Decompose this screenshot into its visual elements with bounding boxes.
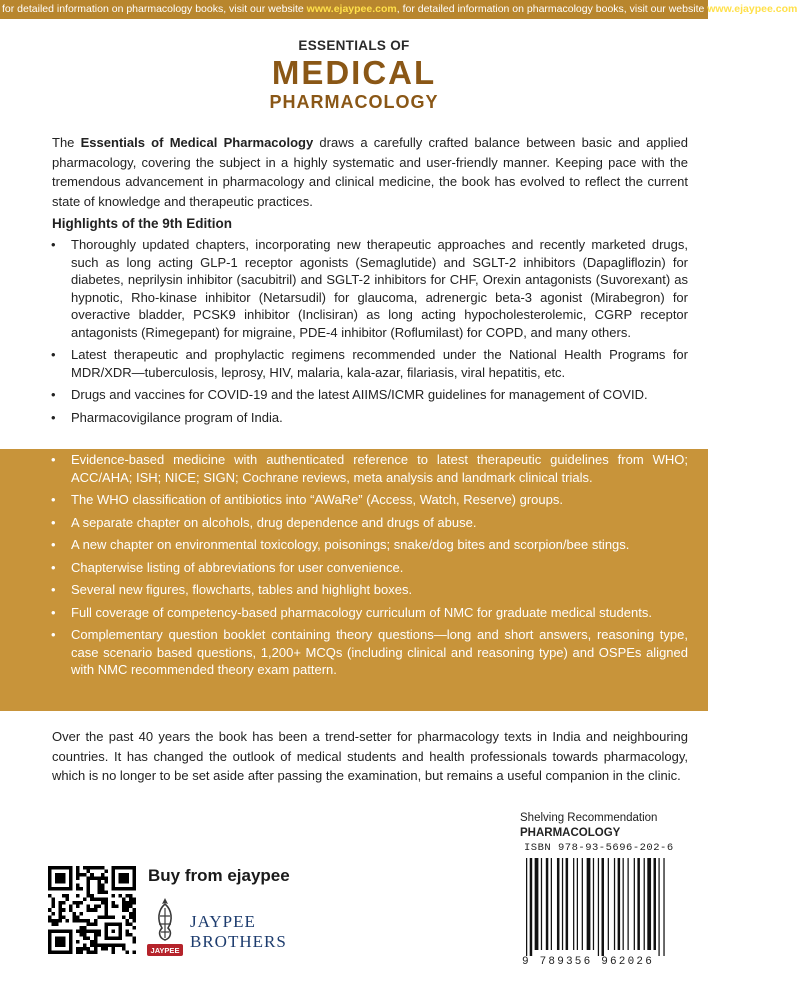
barcode-bar bbox=[658, 858, 659, 956]
highlight-text: Latest therapeutic and prophylactic regimens recommended under the National Health Programs for MDR/XDR—tuberculosis, leprosy, HIV, malaria, kala-azar, filariasis, viral hepatitis, etc. bbox=[71, 347, 688, 380]
highlight-item bbox=[0, 386, 708, 404]
qr-module bbox=[125, 894, 129, 898]
qr-module bbox=[97, 891, 101, 895]
highlight-text: Complementary question booklet containing theory questions—long and short answers, reasoning type, case scenario based questions, 1,200+ MCQs (including clinical and reasoning type) and OSPEs aligned with NMC recommended theory exam pattern. bbox=[71, 627, 688, 677]
barcode-bar bbox=[647, 858, 651, 950]
qr-module bbox=[125, 919, 129, 923]
qr-module bbox=[94, 866, 98, 870]
barcode-bar bbox=[618, 858, 621, 950]
highlight-item bbox=[0, 559, 708, 577]
qr-module bbox=[111, 947, 115, 951]
qr-module bbox=[104, 877, 108, 881]
bullet-icon: • bbox=[51, 514, 56, 530]
qr-module bbox=[122, 898, 126, 902]
qr-module bbox=[111, 901, 115, 905]
highlight-item bbox=[0, 346, 708, 381]
qr-module bbox=[83, 919, 87, 923]
bullet-icon: • bbox=[51, 582, 56, 597]
highlight-item bbox=[0, 236, 708, 341]
qr-module bbox=[76, 905, 80, 909]
logo-tag-text: JAYPEE bbox=[150, 946, 180, 955]
qr-module bbox=[111, 943, 115, 947]
highlight-text: Thoroughly updated chapters, incorporating new therapeutic approaches and recently marketed drugs, such as long acting GLP-1 receptor agonists (Semaglutide) and SGLT-2 inhibitors (Dapagliflozin) for diabetes, neprilysin inhibitor (sacubitril) and SGLT-2 inhibitors for CHF, Orexin antagonists (Suvorexant) as hypnotic, Rho-kinase inhibitor (Netarsudil) for glaucoma, adrenergic beta-3 agonist (Mirabegron) for overactive bladder, PCSK9 inhibitor (Inclisiran) as long acting hypocholesterolemic, CGRP receptor antagonists (Rimegepant) for migraine, PDE-4 inhibitor (Roflumilast) for COPD, and many others. bbox=[71, 237, 688, 340]
highlights-list-upper bbox=[0, 236, 708, 431]
qr-module bbox=[90, 873, 94, 877]
qr-module bbox=[80, 926, 84, 930]
qr-module bbox=[87, 891, 91, 895]
barcode-bar bbox=[614, 858, 615, 950]
qr-module bbox=[101, 898, 105, 902]
qr-module bbox=[76, 894, 80, 898]
barcode-bar bbox=[541, 858, 542, 950]
qr-module bbox=[55, 873, 66, 884]
qr-module bbox=[55, 919, 59, 923]
highlight-item bbox=[0, 451, 708, 486]
barcode-bar bbox=[582, 858, 583, 950]
barcode-bar bbox=[562, 858, 563, 950]
qr-module bbox=[125, 905, 129, 909]
qr-module bbox=[90, 943, 94, 947]
title-line-2: MEDICAL bbox=[271, 54, 437, 91]
qr-module bbox=[104, 901, 108, 905]
qr-module bbox=[76, 873, 80, 877]
qr-module bbox=[101, 901, 105, 905]
qr-module bbox=[55, 922, 59, 926]
qr-module bbox=[94, 908, 98, 912]
qr-module bbox=[101, 887, 105, 891]
qr-module bbox=[90, 877, 94, 881]
qr-module bbox=[90, 908, 94, 912]
qr-module bbox=[48, 894, 52, 898]
qr-module bbox=[132, 926, 136, 930]
highlights-heading: Highlights of the 9th Edition bbox=[52, 216, 232, 231]
qr-module bbox=[87, 866, 91, 870]
qr-module bbox=[83, 933, 87, 937]
title-line-3: PHARMACOLOGY bbox=[269, 92, 439, 112]
qr-module bbox=[94, 898, 98, 902]
bullet-icon: • bbox=[51, 347, 56, 362]
qr-module bbox=[94, 905, 98, 909]
qr-module bbox=[52, 922, 56, 926]
qr-module bbox=[129, 901, 133, 905]
qr-module bbox=[108, 943, 112, 947]
qr-module bbox=[80, 901, 84, 905]
highlight-item bbox=[0, 409, 708, 427]
qr-module bbox=[62, 894, 66, 898]
qr-module bbox=[87, 947, 91, 951]
barcode-bar bbox=[644, 858, 645, 950]
qr-module bbox=[59, 905, 63, 909]
qr-module bbox=[132, 915, 136, 919]
shelving-label: Shelving Recommendation bbox=[520, 812, 658, 824]
banner-text: , for detailed information on pharmacology books, visit our website bbox=[396, 3, 708, 15]
qr-module bbox=[80, 887, 84, 891]
bullet-icon: • bbox=[51, 604, 56, 620]
qr-module bbox=[118, 873, 129, 884]
qr-module bbox=[87, 919, 91, 923]
barcode-bar bbox=[530, 858, 533, 956]
qr-module bbox=[94, 940, 98, 944]
qr-module bbox=[83, 943, 87, 947]
qr-module bbox=[101, 873, 105, 877]
intro-paragraph bbox=[52, 133, 688, 211]
barcode-bar bbox=[634, 858, 635, 950]
qr-module bbox=[80, 929, 84, 933]
barcode-digits: 9 789356 962026 bbox=[522, 956, 655, 968]
qr-module bbox=[59, 912, 63, 916]
qr-module bbox=[115, 905, 119, 909]
intro-book-name: Essentials of Medical Pharmacology bbox=[80, 135, 314, 150]
qr-module bbox=[87, 884, 91, 888]
qr-module bbox=[97, 877, 101, 881]
qr-module bbox=[62, 901, 66, 905]
qr-module bbox=[62, 915, 66, 919]
qr-module bbox=[73, 912, 77, 916]
qr-module bbox=[59, 919, 63, 923]
barcode-bar bbox=[577, 858, 578, 950]
qr-module bbox=[87, 929, 91, 933]
qr-module bbox=[97, 905, 101, 909]
qr-module bbox=[80, 919, 84, 923]
barcode-bar bbox=[608, 858, 609, 950]
bullet-icon: • bbox=[51, 559, 56, 575]
qr-module bbox=[101, 947, 105, 951]
qr-module bbox=[73, 919, 77, 923]
qr-module bbox=[59, 915, 63, 919]
qr-module bbox=[87, 877, 91, 881]
barcode-bar bbox=[573, 858, 574, 950]
qr-module bbox=[48, 915, 52, 919]
qr-module bbox=[118, 894, 122, 898]
website-link[interactable]: www.ejaypee.com bbox=[707, 3, 797, 15]
qr-module bbox=[76, 866, 80, 870]
qr-module bbox=[69, 908, 73, 912]
qr-module bbox=[132, 908, 136, 912]
highlight-text: Drugs and vaccines for COVID-19 and the latest AIIMS/ICMR guidelines for management of COVID. bbox=[71, 387, 648, 402]
qr-module bbox=[97, 887, 101, 891]
publisher-line-2: BROTHERS bbox=[190, 932, 287, 951]
qr-module bbox=[104, 915, 108, 919]
barcode-bar bbox=[623, 858, 624, 950]
qr-module bbox=[132, 901, 136, 905]
qr-module bbox=[104, 880, 108, 884]
qr-module bbox=[52, 919, 56, 923]
intro-before: The bbox=[52, 135, 81, 150]
qr-module bbox=[83, 929, 87, 933]
highlight-item bbox=[0, 536, 708, 554]
qr-module bbox=[59, 908, 63, 912]
qr-module bbox=[73, 901, 77, 905]
barcode-bar bbox=[602, 858, 605, 956]
qr-module bbox=[83, 898, 87, 902]
publisher-line-1: JAYPEE bbox=[190, 912, 256, 931]
qr-module bbox=[66, 898, 70, 902]
qr-module bbox=[87, 908, 91, 912]
qr-module bbox=[48, 908, 52, 912]
qr-module bbox=[87, 870, 91, 874]
qr-module bbox=[87, 894, 91, 898]
qr-module bbox=[76, 947, 80, 951]
barcode-bar bbox=[587, 858, 591, 950]
publisher-logo-icon bbox=[146, 894, 184, 958]
bullet-icon: • bbox=[51, 537, 56, 552]
qr-module bbox=[94, 936, 98, 940]
qr-module bbox=[66, 919, 70, 923]
qr-module bbox=[122, 947, 126, 951]
isbn-text: ISBN 978-93-5696-202-6 bbox=[524, 842, 674, 854]
qr-module bbox=[129, 922, 133, 926]
qr-module bbox=[94, 933, 98, 937]
qr-module bbox=[97, 943, 101, 947]
qr-module bbox=[104, 947, 108, 951]
barcode-bar bbox=[535, 858, 539, 950]
qr-module bbox=[132, 919, 136, 923]
bullet-icon: • bbox=[51, 452, 56, 467]
qr-module bbox=[125, 908, 129, 912]
shelving-category: PHARMACOLOGY bbox=[520, 827, 621, 839]
qr-module bbox=[83, 947, 87, 951]
qr-module bbox=[73, 915, 77, 919]
qr-module bbox=[62, 908, 66, 912]
highlight-text: A new chapter on environmental toxicology, poisonings; snake/dog bites and scorpion/bee stings. bbox=[71, 537, 630, 552]
banner-text: for detailed information on pharmacology books, visit our website bbox=[2, 3, 307, 15]
qr-module bbox=[80, 873, 84, 877]
bullet-icon: • bbox=[51, 387, 56, 402]
qr-module bbox=[132, 940, 136, 944]
barcode-bar bbox=[566, 858, 569, 950]
highlight-item bbox=[0, 626, 708, 679]
qr-module bbox=[87, 887, 91, 891]
qr-module bbox=[122, 908, 126, 912]
qr-module bbox=[111, 929, 115, 933]
qr-module bbox=[80, 947, 84, 951]
qr-module bbox=[111, 894, 115, 898]
qr-module bbox=[104, 912, 108, 916]
bullet-icon: • bbox=[51, 492, 56, 507]
qr-module bbox=[87, 936, 91, 940]
qr-module bbox=[101, 877, 105, 881]
qr-module bbox=[132, 898, 136, 902]
qr-module bbox=[101, 866, 105, 870]
highlight-text: The WHO classification of antibiotics into “AWaRe” (Access, Watch, Reserve) groups. bbox=[71, 492, 563, 507]
qr-module bbox=[83, 926, 87, 930]
qr-module bbox=[129, 898, 133, 902]
top-banner bbox=[0, 0, 797, 19]
highlight-item bbox=[0, 604, 708, 622]
qr-module bbox=[97, 898, 101, 902]
qr-module bbox=[132, 950, 136, 954]
website-link[interactable]: www.ejaypee.com bbox=[306, 3, 397, 15]
qr-module bbox=[52, 905, 56, 909]
barcode-bar bbox=[546, 858, 549, 950]
qr-module bbox=[125, 950, 129, 954]
qr-module bbox=[97, 866, 101, 870]
barcode-bar bbox=[557, 858, 560, 950]
highlight-text: Several new figures, flowcharts, tables and highlight boxes. bbox=[71, 582, 413, 597]
bullet-icon: • bbox=[51, 627, 56, 642]
qr-module bbox=[90, 922, 94, 926]
qr-module bbox=[94, 943, 98, 947]
qr-module bbox=[129, 912, 133, 916]
qr-module bbox=[97, 884, 101, 888]
qr-module bbox=[76, 901, 80, 905]
qr-module bbox=[83, 936, 87, 940]
qr-module bbox=[104, 943, 108, 947]
highlight-item bbox=[0, 491, 708, 509]
qr-module bbox=[90, 898, 94, 902]
highlight-item bbox=[0, 514, 708, 532]
qr-module bbox=[129, 915, 133, 919]
qr-module bbox=[90, 929, 94, 933]
qr-module bbox=[94, 919, 98, 923]
highlights-list-lower bbox=[0, 451, 708, 684]
qr-module bbox=[132, 936, 136, 940]
qr-module bbox=[66, 894, 70, 898]
isbn-barcode-area bbox=[520, 842, 700, 986]
highlight-text: Full coverage of competency-based pharmacology curriculum of NMC for graduate medical students. bbox=[71, 604, 652, 620]
qr-module bbox=[87, 922, 91, 926]
barcode-bar bbox=[663, 858, 664, 956]
qr-module bbox=[104, 905, 108, 909]
qr-module bbox=[97, 880, 101, 884]
qr-module bbox=[76, 929, 80, 933]
qr-module bbox=[76, 915, 80, 919]
qr-module bbox=[118, 943, 122, 947]
qr-module bbox=[104, 908, 108, 912]
qr-module bbox=[104, 898, 108, 902]
qr-module bbox=[97, 929, 101, 933]
qr-module bbox=[125, 922, 129, 926]
qr-module bbox=[87, 905, 91, 909]
title-line-1: ESSENTIALS OF bbox=[298, 38, 410, 53]
qr-module bbox=[76, 870, 80, 874]
barcode-bar bbox=[654, 858, 657, 950]
barcode-bar bbox=[526, 858, 527, 956]
qr-module bbox=[83, 866, 87, 870]
qr-module bbox=[111, 905, 115, 909]
qr-module bbox=[87, 880, 91, 884]
qr-module bbox=[80, 933, 84, 937]
qr-module bbox=[104, 870, 108, 874]
qr-module bbox=[132, 912, 136, 916]
intro-after: draws a carefully crafted balance between basic and applied pharmacology, covering the subject in a highly systematic and user-friendly manner. Keeping pace with the tremendous advancement in pharmacology and clinical medicine, the book has evolved to reflect the current state of knowledge and therapeutic practices. bbox=[52, 135, 689, 209]
barcode-bar bbox=[551, 858, 552, 950]
qr-module bbox=[129, 933, 133, 937]
highlight-text: Evidence-based medicine with authenticated reference to latest therapeutic guidelines from WHO; ACC/AHA; ISH; NICE; SIGN; Cochrane reviews, meta analysis and landmark clinical trials. bbox=[71, 452, 688, 485]
qr-module bbox=[122, 915, 126, 919]
qr-module bbox=[129, 905, 133, 909]
barcode-icon bbox=[520, 856, 696, 956]
qr-module bbox=[90, 940, 94, 944]
qr-module bbox=[76, 884, 80, 888]
qr-module bbox=[69, 905, 73, 909]
qr-module bbox=[125, 901, 129, 905]
qr-module bbox=[52, 901, 56, 905]
qr-module bbox=[94, 877, 98, 881]
highlight-item bbox=[0, 581, 708, 599]
qr-module bbox=[101, 891, 105, 895]
qr-module bbox=[90, 950, 94, 954]
qr-module bbox=[76, 919, 80, 923]
bullet-icon: • bbox=[51, 237, 56, 252]
qr-module bbox=[101, 884, 105, 888]
qr-module bbox=[122, 905, 126, 909]
book-title bbox=[0, 38, 708, 113]
barcode-bar bbox=[593, 858, 594, 950]
shelving-recommendation bbox=[520, 811, 657, 841]
qr-module bbox=[52, 912, 56, 916]
barcode-bar bbox=[598, 858, 599, 956]
qr-module bbox=[122, 901, 126, 905]
barcode-bar bbox=[637, 858, 640, 950]
qr-code-icon[interactable] bbox=[48, 866, 136, 954]
qr-module bbox=[104, 891, 108, 895]
qr-module bbox=[108, 915, 112, 919]
qr-module bbox=[125, 933, 129, 937]
qr-module bbox=[55, 936, 66, 947]
qr-module bbox=[111, 915, 115, 919]
qr-module bbox=[101, 943, 105, 947]
outro-paragraph: Over the past 40 years the book has been a trend-setter for pharmacology texts in India and neighbouring countries. It has changed the outlook of medical students and health professionals towards pharmacology, which is no longer to be set aside after passing the examination, but remains a useful companion in the clinic. bbox=[52, 729, 688, 784]
qr-module bbox=[94, 929, 98, 933]
highlight-text: Pharmacovigilance program of India. bbox=[71, 409, 283, 425]
qr-module bbox=[76, 877, 80, 881]
qr-module bbox=[101, 915, 105, 919]
qr-module bbox=[90, 894, 94, 898]
qr-module bbox=[48, 919, 52, 923]
buy-link-text[interactable]: Buy from ejaypee bbox=[148, 866, 290, 885]
qr-module bbox=[76, 940, 80, 944]
qr-module bbox=[80, 912, 84, 916]
qr-module bbox=[76, 887, 80, 891]
barcode-bar bbox=[628, 858, 629, 950]
qr-module bbox=[52, 898, 56, 902]
highlight-text: A separate chapter on alcohols, drug dependence and drugs of abuse. bbox=[71, 514, 477, 530]
qr-module bbox=[83, 873, 87, 877]
qr-module bbox=[76, 950, 80, 954]
qr-module bbox=[111, 950, 115, 954]
qr-module bbox=[59, 901, 63, 905]
qr-module bbox=[122, 943, 126, 947]
qr-module bbox=[115, 943, 119, 947]
qr-module bbox=[97, 933, 101, 937]
qr-module bbox=[94, 947, 98, 951]
qr-module bbox=[129, 894, 133, 898]
bullet-icon: • bbox=[51, 409, 56, 425]
qr-module bbox=[80, 950, 84, 954]
qr-module bbox=[94, 922, 98, 926]
qr-module bbox=[87, 950, 91, 954]
qr-module bbox=[90, 866, 94, 870]
qr-module bbox=[97, 915, 101, 919]
publisher-name bbox=[190, 912, 287, 952]
qr-module bbox=[125, 929, 129, 933]
highlight-text: Chapterwise listing of abbreviations for user convenience. bbox=[71, 559, 404, 575]
qr-module bbox=[94, 950, 98, 954]
